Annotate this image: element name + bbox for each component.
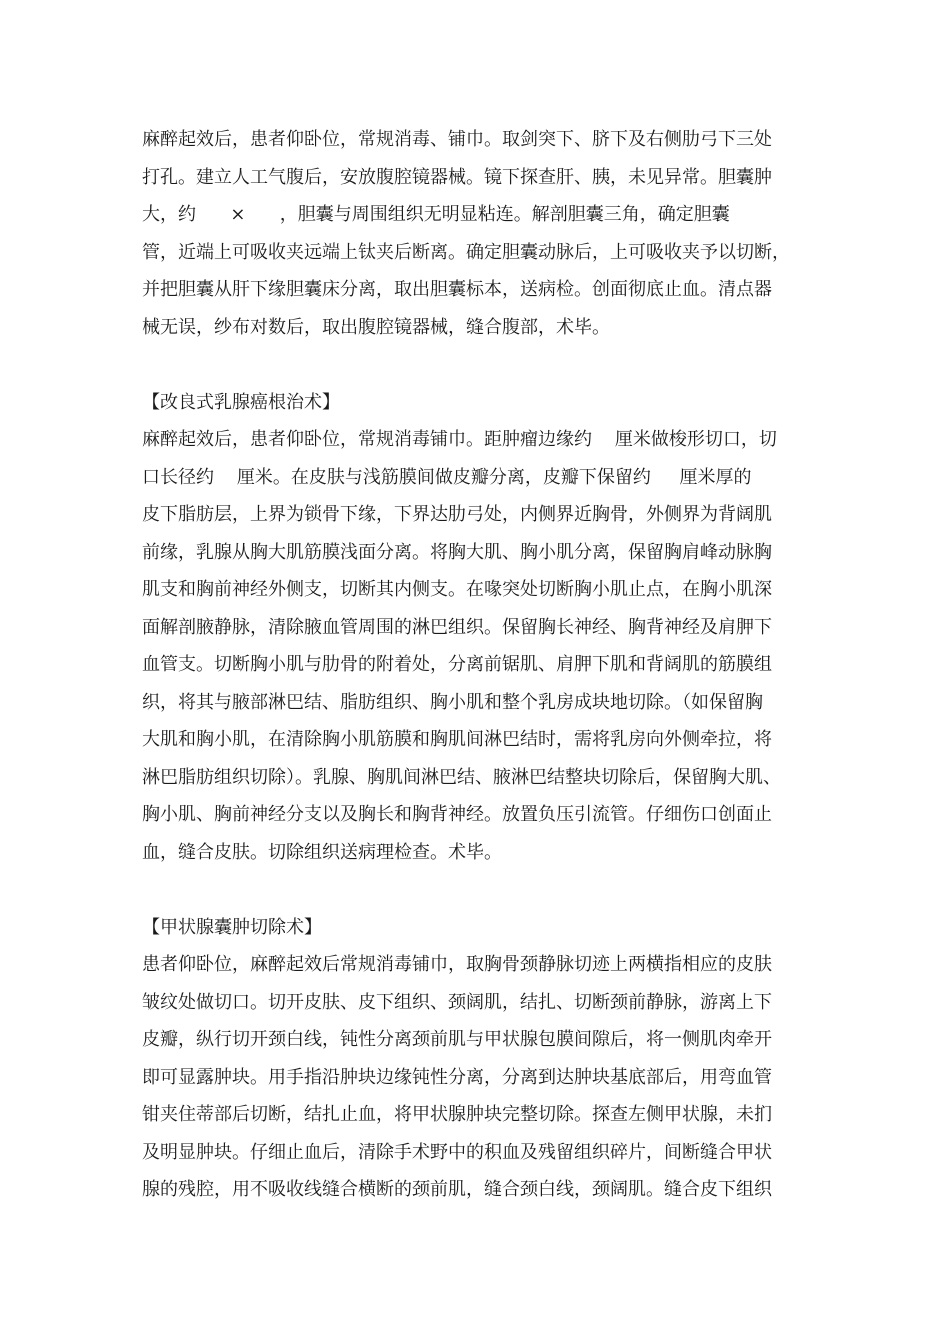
section-heading: 【甲状腺囊肿切除术】 — [142, 916, 322, 938]
paragraph-line: 及明显肿块。仔细止血后，清除手术野中的积血及残留组织碎片，间断缝合甲状 — [142, 1141, 772, 1163]
paragraph-line: 面解剖腋静脉，清除腋血管周围的淋巴组织。保留胸长神经、胸背神经及肩胛下 — [142, 616, 772, 638]
section-heading: 【改良式乳腺癌根治术】 — [142, 391, 340, 413]
paragraph-line: 前缘，乳腺从胸大肌筋膜浅面分离。将胸大肌、胸小肌分离，保留胸肩峰动脉胸 — [142, 541, 772, 563]
paragraph-line: 钳夹住蒂部后切断，结扎止血，将甲状腺肿块完整切除。探查左侧甲状腺，未扪 — [142, 1104, 772, 1125]
paragraph-line: 管，近端上可吸收夹远端上钛夹后断离。确定胆囊动脉后，上可吸收夹予以切断， — [142, 241, 790, 263]
paragraph-line: 皮瓣，纵行切开颈白线，钝性分离颈前肌与甲状腺包膜间隙后，将一侧肌肉牵开 — [142, 1029, 772, 1050]
paragraph-line: 患者仰卧位，麻醉起效后常规消毒铺巾，取胸骨颈静脉切迹上两横指相应的皮肤 — [142, 954, 772, 975]
paragraph-line: 即可显露肿块。用手指沿肿块边缘钝性分离，分离到达肿块基底部后，用弯血管 — [142, 1066, 772, 1088]
section-thyroid-cyst-excision — [142, 909, 810, 1209]
section-spacer — [142, 871, 810, 909]
paragraph-line: 淋巴脂肪组织切除）。乳腺、胸肌间淋巴结、腋淋巴结整块切除后，保留胸大肌、 — [142, 766, 781, 788]
paragraph-line: 织，将其与腋部淋巴结、脂肪组织、胸小肌和整个乳房成块地切除。（如保留胸 — [142, 691, 763, 713]
paragraph-line: 械无误，纱布对数后，取出腹腔镜器械，缝合腹部，术毕。 — [142, 316, 610, 338]
paragraph-line: 大，约 × ，胆囊与周围组织无明显粘连。解剖胆囊三角，确定胆囊 — [142, 204, 730, 225]
paragraph-line: 胸小肌、胸前神经分支以及胸长和胸背神经。放置负压引流管。仔细伤口创面止 — [142, 804, 772, 825]
paragraph-line: 麻醉起效后，患者仰卧位，常规消毒、铺巾。取剑突下、脐下及右侧肋弓下三处 — [142, 129, 772, 150]
section-modified-radical-mastectomy — [142, 384, 810, 872]
section-spacer — [142, 346, 810, 384]
paragraph-line: 打孔。建立人工气腹后，安放腹腔镜器械。镜下探查肝、胰，未见异常。胆囊肿 — [142, 166, 772, 188]
paragraph-line: 口长径约 厘米。在皮肤与浅筋膜间做皮瓣分离，皮瓣下保留约 厘米厚的 — [142, 466, 752, 488]
paragraph-line: 血，缝合皮肤。切除组织送病理检查。术毕。 — [142, 841, 502, 863]
paragraph-line: 皱纹处做切口。切开皮肤、皮下组织、颈阔肌，结扎、切断颈前静脉，游离上下 — [142, 991, 772, 1013]
paragraph-line: 麻醉起效后，患者仰卧位，常规消毒铺巾。距肿瘤边缘约 厘米做梭形切口，切 — [142, 429, 777, 450]
paragraph-line: 腺的残腔，用不吸收线缝合横断的颈前肌，缝合颈白线，颈阔肌。缝合皮下组织 — [142, 1179, 772, 1200]
paragraph-line: 并把胆囊从肝下缘胆囊床分离，取出胆囊标本，送病检。创面彻底止血。清点器 — [142, 279, 772, 300]
section-cholecystectomy-procedure — [142, 121, 810, 346]
paragraph-line: 肌支和胸前神经外侧支，切断其内侧支。在喙突处切断胸小肌止点，在胸小肌深 — [142, 579, 772, 600]
document-page — [142, 121, 810, 1209]
paragraph-line: 皮下脂肪层，上界为锁骨下缘，下界达肋弓处，内侧界近胸骨，外侧界为背阔肌 — [142, 504, 772, 525]
paragraph-line: 血管支。切断胸小肌与肋骨的附着处，分离前锯肌、肩胛下肌和背阔肌的筋膜组 — [142, 654, 772, 675]
paragraph-line: 大肌和胸小肌，在清除胸小肌筋膜和胸肌间淋巴结时，需将乳房向外侧牵拉，将 — [142, 729, 772, 750]
